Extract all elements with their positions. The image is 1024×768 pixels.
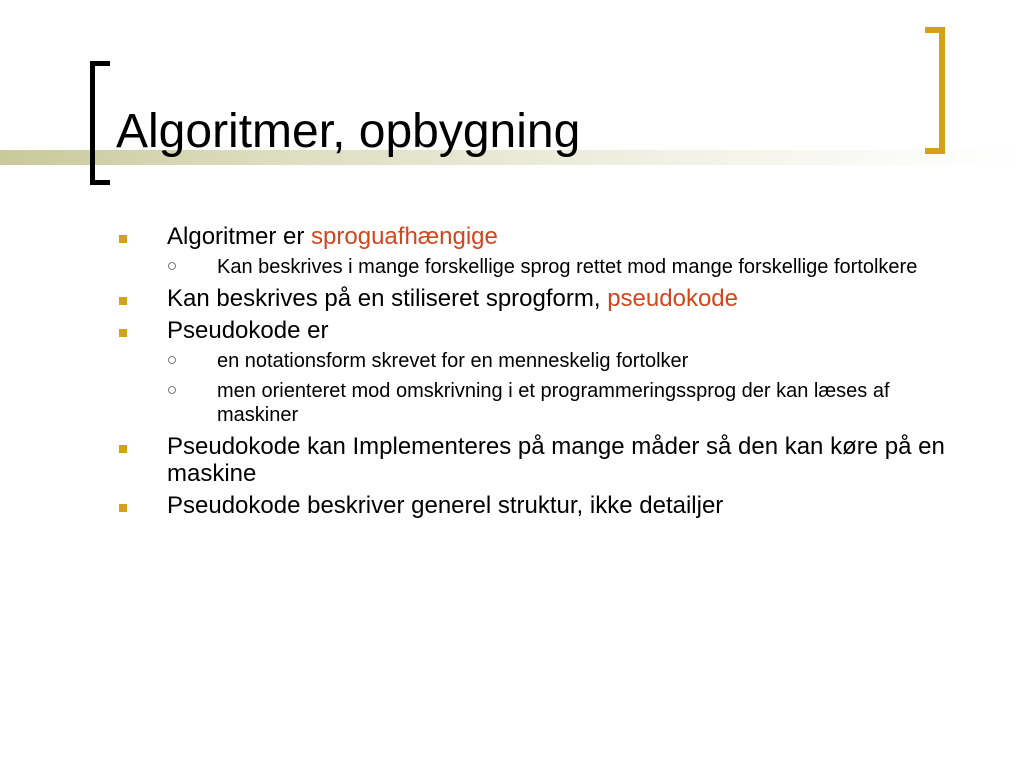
highlight-text: pseudokode xyxy=(607,285,738,312)
bullet-item xyxy=(117,492,957,519)
bullet-text: Pseudokode er xyxy=(167,317,329,344)
bullet-text: Algoritmer er xyxy=(167,223,312,250)
bullet-text: Pseudokode kan Implementeres på mange måder så den kan køre på en maskine xyxy=(167,433,945,487)
sub-bullet-item xyxy=(117,379,957,427)
sub-bullet-text: en notationsform skrevet for en menneskelig fortolker xyxy=(217,350,689,372)
square-bullet-icon xyxy=(119,235,127,243)
sub-bullet-text: men orienteret mod omskrivning i et programmeringssprog der kan læses af maskiner xyxy=(217,380,890,426)
bullet-list xyxy=(117,223,957,524)
highlight-text: sproguafhængige xyxy=(311,223,498,250)
bullet-text: Pseudokode beskriver generel struktur, ikke detailjer xyxy=(167,492,724,519)
bullet-item xyxy=(117,285,957,312)
circle-bullet-icon xyxy=(168,356,176,364)
circle-bullet-icon xyxy=(168,386,176,394)
sub-bullet-item xyxy=(117,349,957,373)
circle-bullet-icon xyxy=(168,262,176,270)
square-bullet-icon xyxy=(119,329,127,337)
sub-bullet-text: Kan beskrives i mange forskellige sprog rettet mod mange forskellige fortolkere xyxy=(217,256,918,278)
bullet-text: Kan beskrives på en stiliseret sprogform, xyxy=(167,285,608,312)
bullet-item xyxy=(117,317,957,344)
right-bracket-decoration xyxy=(925,27,945,154)
square-bullet-icon xyxy=(119,445,127,453)
square-bullet-icon xyxy=(119,297,127,305)
slide-title: Algoritmer, opbygning xyxy=(116,105,581,158)
square-bullet-icon xyxy=(119,504,127,512)
bullet-item xyxy=(117,223,957,250)
left-bracket-decoration xyxy=(90,61,110,185)
sub-bullet-item xyxy=(117,255,957,279)
bullet-item xyxy=(117,433,957,487)
